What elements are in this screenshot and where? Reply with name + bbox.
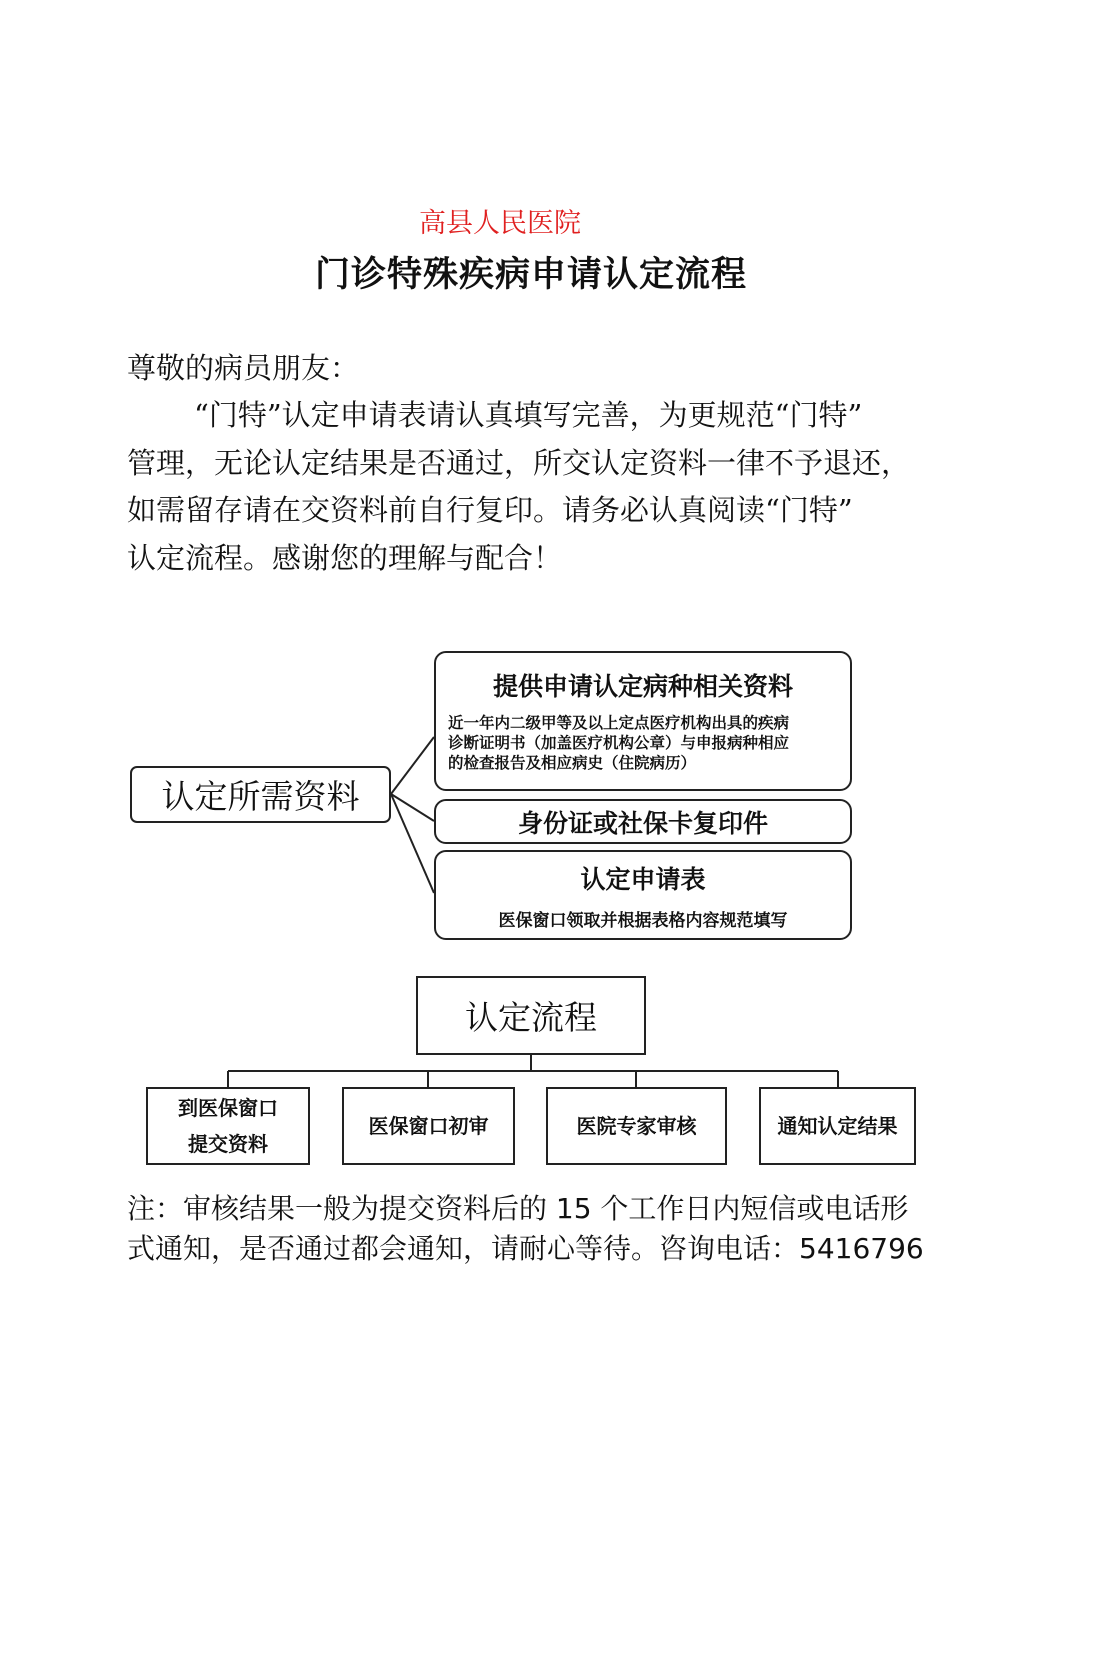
materials-item-title: 提供申请认定病种相关资料 xyxy=(492,672,793,701)
materials-item-id-copy: 身份证或社保卡复印件 xyxy=(434,799,852,844)
connector-materials-a xyxy=(391,737,434,794)
process-step-notify-result xyxy=(759,1087,916,1165)
description-line: 的检查报告及相应病史（住院病历） xyxy=(448,754,697,772)
description-line: 近一年内二级甲等及以上定点医疗机构出具的疾病 xyxy=(448,714,790,732)
step-line: 通知认定结果 xyxy=(777,1114,898,1138)
materials-item-description: 医保窗口领取并根据表格内容规范填写 xyxy=(498,910,788,931)
materials-item-application-form xyxy=(434,850,852,940)
intro-line: 管理，无论认定结果是否通过，所交认定资料一律不予退还， xyxy=(127,445,911,480)
description-line: 诊断证明书（加盖医疗机构公章）与申报病种相应 xyxy=(448,734,790,752)
page-title: 门诊特殊疾病申请认定流程 xyxy=(314,255,747,295)
process-root-box: 认定流程 xyxy=(416,976,646,1055)
connector-materials-c xyxy=(391,794,434,893)
greeting: 尊敬的病员朋友： xyxy=(127,351,360,385)
process-step-expert-review xyxy=(546,1087,727,1165)
materials-item-title: 认定申请表 xyxy=(580,864,706,894)
step-line: 医保窗口初审 xyxy=(368,1114,489,1138)
note-line: 注：审核结果一般为提交资料后的 15 个工作日内短信或电话形 xyxy=(127,1192,909,1225)
intro-line: 认定流程。感谢您的理解与配合！ xyxy=(127,540,563,575)
intro-line: “门特”认定申请表请认真填写完善，为更规范“门特” xyxy=(194,398,863,432)
step-line: 到医保窗口 xyxy=(178,1096,278,1120)
materials-item-disease-docs xyxy=(434,651,852,791)
materials-item-description xyxy=(448,713,838,773)
process-step-submit xyxy=(146,1087,310,1165)
hospital-name: 高县人民医院 xyxy=(419,208,581,239)
process-step-initial-review xyxy=(342,1087,515,1165)
step-line: 提交资料 xyxy=(188,1132,268,1156)
intro-paragraph xyxy=(127,392,962,582)
materials-root-box: 认定所需资料 xyxy=(130,766,391,823)
note-line: 式通知，是否通过都会通知，请耐心等待。咨询电话：5416796 xyxy=(127,1232,924,1265)
note-paragraph xyxy=(127,1189,977,1269)
intro-line: 如需留存请在交资料前自行复印。请务必认真阅读“门特” xyxy=(127,493,853,527)
step-line: 医院专家审核 xyxy=(576,1114,697,1138)
